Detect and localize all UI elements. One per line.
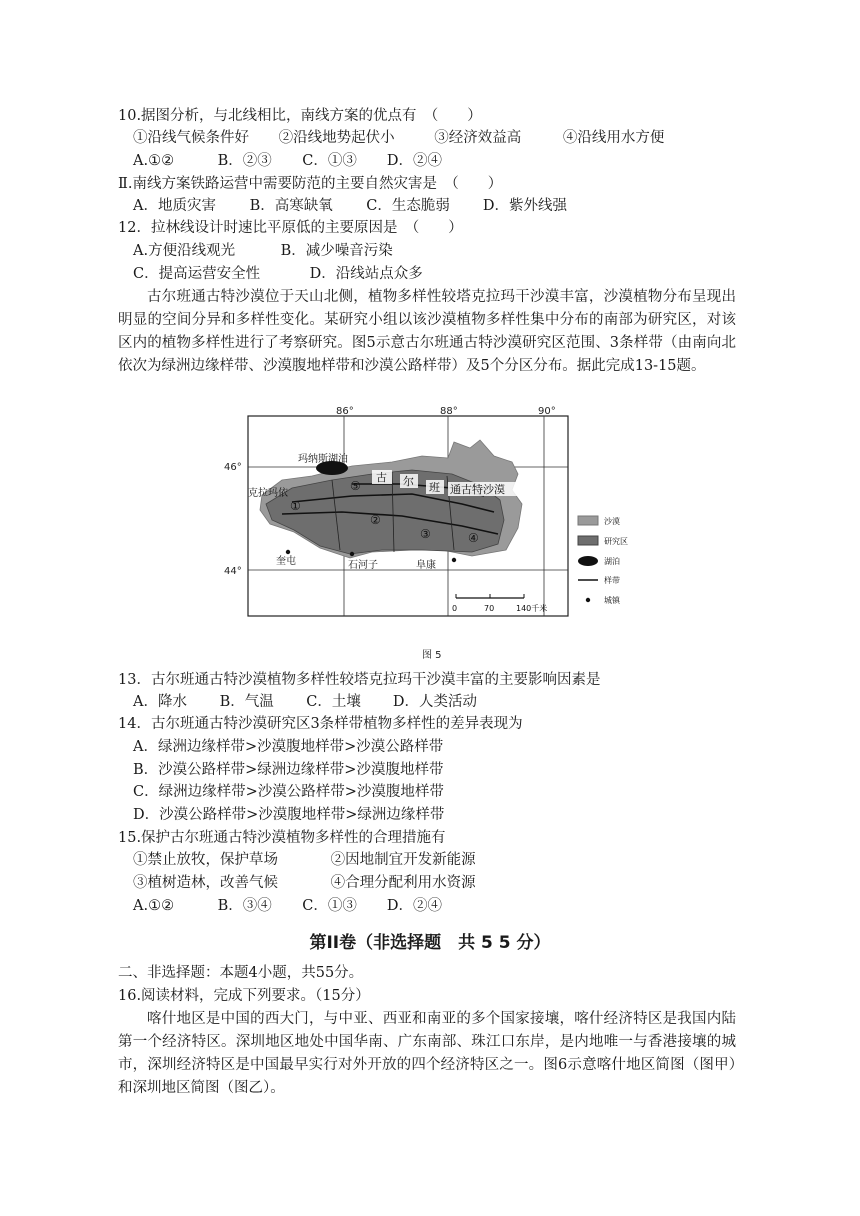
legend-transect: 样带 <box>604 576 620 585</box>
legend-research-swatch <box>578 536 598 545</box>
q15-choice-2: ②因地制宜开发新能源 <box>330 852 476 868</box>
zone-5: ⑤ <box>350 479 361 493</box>
q10-choice-3: ③经济效益高 <box>434 130 522 146</box>
q14-stem: 14．古尔班通古特沙漠研究区3条样带植物多样性的差异表现为 <box>118 716 523 732</box>
q15-option-b: B．③④ <box>217 898 272 914</box>
label-tonggute: 通古特沙漠 <box>450 483 505 496</box>
q16-passage <box>118 1008 736 1100</box>
figure-caption: 图 5 <box>422 650 442 661</box>
q13-option-c: C．土壤 <box>306 694 361 710</box>
q10-options <box>133 151 442 171</box>
q16-passage-text: 喀什地区是中国的西大门，与中亚、西亚和南亚的多个国家接壤，喀什经济特区是我国内陆第一个经济特区。深圳地区地处中国华南、广东南部、珠江口东岸，是内地唯一与香港接壤的城市，深圳经济特区是中国最早实行对外开放的四个经济特区之一。图6示意喀什地区简图（图甲）和深圳地区简图（图乙）。 <box>118 1011 736 1096</box>
q11-option-a: A．地质灾害 <box>133 198 216 214</box>
q12-option-a: A.方便沿线观光 <box>133 243 236 259</box>
q15-choice-1: ①禁止放牧，保护草场 <box>133 852 278 868</box>
q10-choices-row <box>133 128 664 148</box>
q10-option-d: D．②④ <box>386 153 442 169</box>
section-2-title: 第II卷（非选择题 共 5 5 分） <box>309 933 551 953</box>
q10-option-a: A.①② <box>133 153 175 169</box>
label-er: 尔 <box>403 475 414 488</box>
q13-option-d: D．人类活动 <box>392 694 477 710</box>
q14-option-b: B．沙漠公路样带>绿洲边缘样带>沙漠腹地样带 <box>133 762 444 778</box>
q11-option-d: D．紫外线强 <box>482 198 567 214</box>
q15-choice-4: ④合理分配利用水资源 <box>330 875 476 891</box>
q12-stem: 12．拉林线设计时速比平原低的主要原因是 （ ） <box>118 220 463 236</box>
q15-choices-row1 <box>133 850 476 870</box>
q10-option-b: B．②③ <box>217 153 272 169</box>
q12-option-d: D．沿线站点众多 <box>309 266 423 282</box>
q15-option-c: C．①③ <box>302 898 357 914</box>
passage-text: 古尔班通古特沙漠位于天山北侧，植物多样性较塔克拉玛干沙漠丰富，沙漠植物分布呈现出明显的空间分异和多样性变化。某研究小组以该沙漠植物多样性集中分布的南部为研究区，对该区内的植物多样性进行了考察研究。图5示意古尔班通古特沙漠研究区范围、3条样带（由南向北依次为绿洲边缘样带、沙漠腹地样带和沙漠公路样带）及5个分区分布。据此完成13-15题。 <box>118 289 736 374</box>
q12-option-c: C．提高运营安全性 <box>133 266 261 282</box>
q11-options <box>133 196 567 216</box>
lon-label-90: 90° <box>538 406 556 417</box>
q13-stem: 13．古尔班通古特沙漠植物多样性较塔克拉玛干沙漠丰富的主要影响因素是 <box>118 672 601 688</box>
scale-70: 70 <box>484 604 495 613</box>
legend <box>578 516 628 605</box>
lake-label: 玛纳斯湖泊 <box>298 454 348 465</box>
q14-option-d: D．沙漠公路样带>沙漠腹地样带>绿洲边缘样带 <box>133 807 445 823</box>
q15-option-a: A.①② <box>133 898 175 914</box>
zone-2: ② <box>370 513 381 527</box>
passage-13-15 <box>118 286 736 378</box>
q15-option-d: D．②④ <box>386 898 442 914</box>
section-2-intro: 二、非选择题：本题4小题，共55分。 <box>118 965 364 981</box>
legend-town: 城镇 <box>604 596 620 605</box>
q12-options-row2 <box>133 264 423 284</box>
q11-stem: Ⅱ.南线方案铁路运营中需要防范的主要自然灾害是 （ ） <box>118 176 503 192</box>
q10-choice-2: ②沿线地势起伏小 <box>278 130 395 146</box>
q13-option-b: B．气温 <box>219 694 274 710</box>
q14-option-c: C．绿洲边缘样带>沙漠公路样带>沙漠腹地样带 <box>133 784 444 800</box>
zone-1: ① <box>290 499 301 513</box>
q14-option-a: A．绿洲边缘样带>沙漠腹地样带>沙漠公路样带 <box>133 739 444 755</box>
legend-desert: 沙漠 <box>604 517 620 526</box>
q10-choice-1: ①沿线气候条件好 <box>133 130 249 146</box>
q12-option-b: B．减少噪音污染 <box>280 243 393 259</box>
city-karamay: 克拉玛依 <box>248 488 288 499</box>
q15-stem: 15.保护古尔班通古特沙漠植物多样性的合理措施有 <box>118 830 446 846</box>
lon-label-88: 88° <box>440 406 458 417</box>
q13-options <box>133 692 477 712</box>
q10-option-c: C．①③ <box>302 153 357 169</box>
legend-research: 研究区 <box>604 537 628 546</box>
city-fukang: 阜康 <box>416 560 436 571</box>
zone-4: ④ <box>468 531 479 545</box>
city-shihezi: 石河子 <box>348 560 378 571</box>
legend-desert-swatch <box>578 516 598 525</box>
label-ban: 班 <box>429 481 440 494</box>
q15-choices-row2 <box>133 873 476 893</box>
q10-choice-4: ④沿线用水方便 <box>562 130 665 146</box>
label-gu: 古 <box>376 471 387 484</box>
lat-label-46: 46° <box>224 462 242 473</box>
q15-options <box>133 896 442 916</box>
legend-town-swatch <box>586 598 590 602</box>
q13-option-a: A．降水 <box>133 694 187 710</box>
lon-label-86: 86° <box>336 406 354 417</box>
zone-3: ③ <box>420 527 431 541</box>
lat-label-44: 44° <box>224 566 242 577</box>
q15-choice-3: ③植树造林，改善气候 <box>133 875 278 891</box>
city-kuytun: 奎屯 <box>276 556 296 567</box>
figure-5-map <box>222 400 642 668</box>
scale-140: 140千米 <box>516 604 548 613</box>
q10-stem: 10.据图分析，与北线相比，南线方案的优点有 （ ） <box>118 108 482 124</box>
map-svg <box>222 400 642 668</box>
legend-lake: 湖泊 <box>604 557 620 566</box>
q11-option-b: B．高寒缺氧 <box>249 198 333 214</box>
q16-stem: 16.阅读材料，完成下列要求。（15分） <box>118 988 370 1004</box>
legend-lake-swatch <box>578 556 598 566</box>
q11-option-c: C．生态脆弱 <box>366 198 450 214</box>
q12-options-row1 <box>133 241 393 261</box>
scale-0: 0 <box>452 604 458 613</box>
